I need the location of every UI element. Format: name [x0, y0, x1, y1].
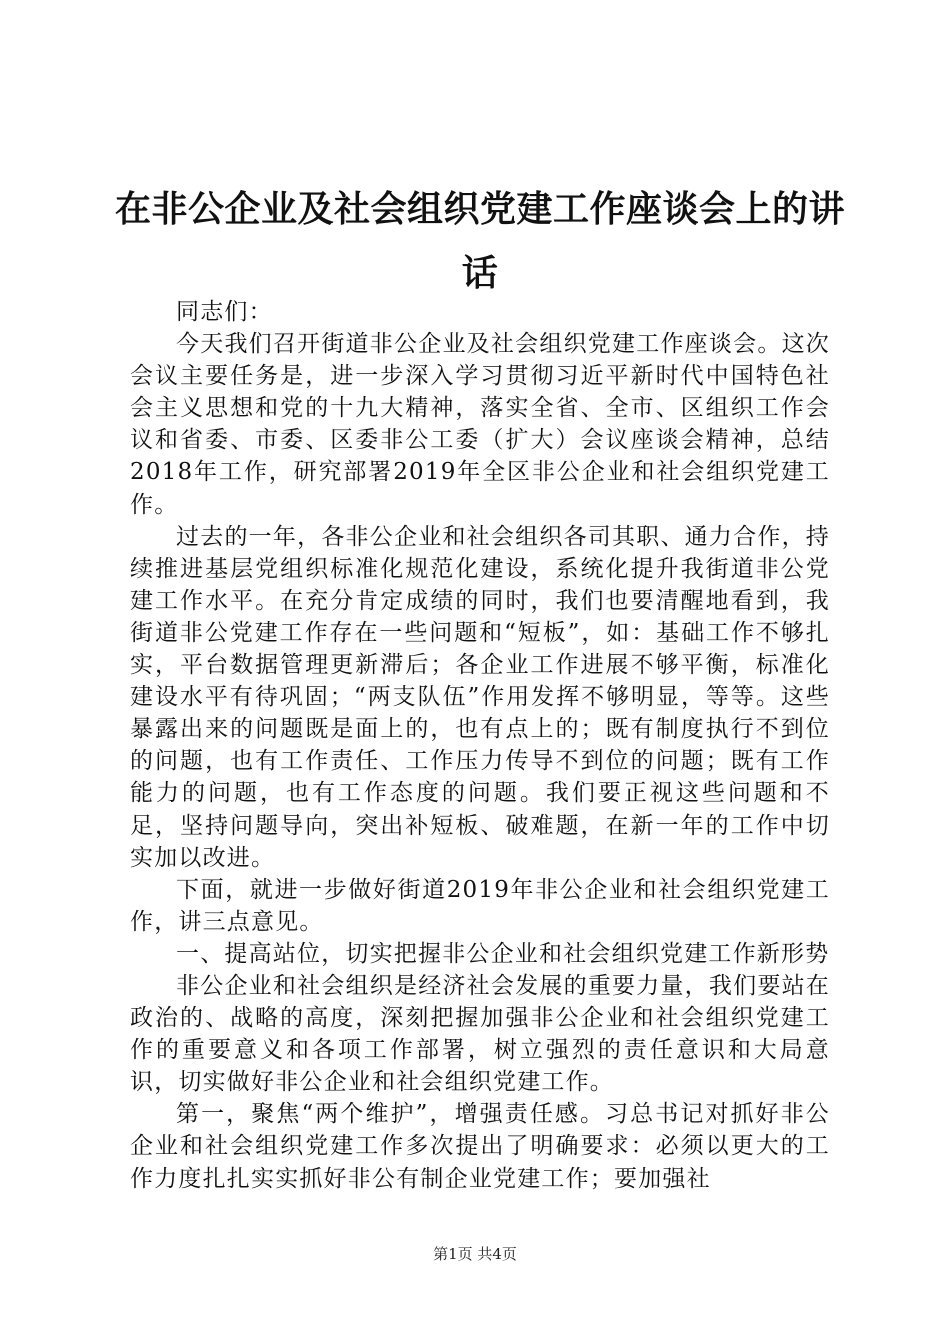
document-body — [130, 296, 830, 1195]
document-title: 在非公企业及社会组织党建工作座谈会上的讲话 — [115, 189, 846, 294]
section-heading: 一、提高站位，切实把握非公企业和社会组织党建工作新形势 — [176, 940, 830, 967]
paragraph: 下面，就进一步做好街道2019年非公企业和社会组织党建工作，讲三点意见。 — [130, 876, 830, 935]
greeting: 同志们： — [176, 299, 273, 325]
paragraph: 过去的一年，各非公企业和社会组织各司其职、通力合作，持续推进基层党组织标准化规范化建设，系统化提升我街道非公党建工作水平。在充分肯定成绩的同时，我们也要清醒地看到，我街道非公党建工作存在一些问题和“短板”，如：基础工作不够扎实，平台数据管理更新滞后；各企业工作进展不够平衡，标准化建设水平有待巩固；“两支队伍”作用发挥不够明显，等等。这些暴露出来的问题既是面上的，也有点上的；既有制度执行不到位的问题，也有工作责任、工作压力传导不到位的问题；既有工作能力的问题，也有工作态度的问题。我们要正视这些问题和不足，坚持问题导向，突出补短板、破难题，在新一年的工作中切实加以改进。 — [130, 523, 830, 871]
paragraph: 非公企业和社会组织是经济社会发展的重要力量，我们要站在政治的、战略的高度，深刻把握加强非公企业和社会组织党建工作的重要意义和各项工作部署，树立强烈的责任意识和大局意识，切实做好非公企业和社会组织党建工作。 — [130, 972, 830, 1096]
page-number-footer: 第1页 共4页 — [433, 1245, 517, 1263]
paragraph: 第一，聚焦“两个维护”，增强责任感。习总书记对抓好非公企业和社会组织党建工作多次提出了明确要求：必须以更大的工作力度扎扎实实抓好非公有制企业党建工作；要加强社 — [130, 1101, 830, 1192]
paragraph: 今天我们召开街道非公企业及社会组织党建工作座谈会。这次会议主要任务是，进一步深入学习贯彻习近平新时代中国特色社会主义思想和党的十九大精神，落实全省、全市、区组织工作会议和省委、市委、区委非公工委（扩大）会议座谈会精神，总结2018年工作，研究部署2019年全区非公企业和社会组织党建工作。 — [130, 331, 830, 518]
